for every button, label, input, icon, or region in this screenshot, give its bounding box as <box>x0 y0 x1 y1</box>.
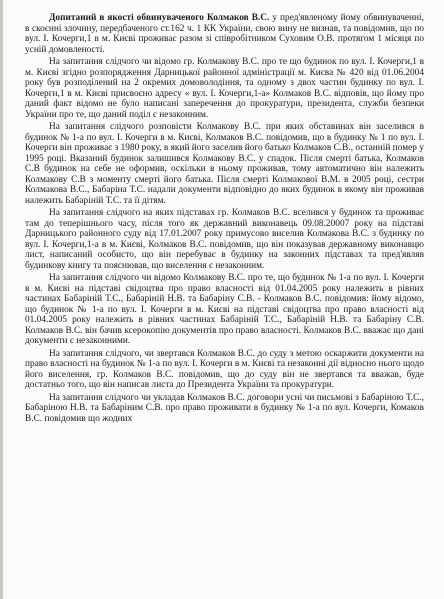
paragraph-1-text: у пред'явленому йому обвинуваченні, в скоєнні злочину, передбаченого ст.162 ч. 1 КК України, свою вину не визнав, та повідомив, що по вул. І. Кочерги,1 в м. Києві проживає разом зі співробітником Суховим О.В. протягом 1 місяця по усній домовленості. <box>25 13 424 55</box>
paragraph-5: На запитання слідчого чи відомо Колмакову В.С. про те, що будинок № 1-а по вул. І. Кочерги в м. Києві на підставі свідоцтва про право власності від 01.04.2005 року належить в рівних частинах Бабаріній Т.С., Бабаріній Н.В. та Бабаріну С.В. - Колмаков В.С. повідомив: йому відомо, що будинок № 1-а по вул. І. Кочерги в м. Києві на підставі свідоцтва про право власності від 01.04.2005 року належить в рівних частинах Бабаріній Т.С., Бабаріній Н.В. та Бабаріну С.В. Колмаков В.С. він бачив ксерокопію документів про право власності. Колмаков В.С. вважає що дані документи є незаконними. <box>25 273 424 346</box>
paragraph-1 <box>25 13 424 55</box>
paragraph-2: На запитання слідчого чи відомо гр. Колмакову В.С. про те що будинок по вул. І. Кочерги,1 в м. Києві згідно розпорядження Дарницької районної адміністрації м. Києва № 420 від 01.06.2004 року був розподілений на 2 окремих домоволодіння, та одному з двох частин будинку по вул. І. Кочерги,1 в м. Києві присвоєно адресу « вул. І. Кочерги,1-а» Колмаков В.С. відповів, що йому про даний факт відомо не було написані заперечення до прокуратури, президента, служби безпеки України про те, що даний поділ є незаконним. <box>25 57 424 120</box>
paragraph-6: На запитання слідчого, чи звертався Колмаков В.С. до суду з метою оскаржити документи на право власності на будинок № 1-а по вул. І. Кочерги в м. Києві та незаконні дії відносно нього щодо його виселення, гр. Колмаков В.С. повідомив, що до суду він не звертався та вважав, буде достатньо того, що він написав листа до Президента України та прокуратури. <box>25 348 424 390</box>
paragraph-3: На запитання слідчого розповісти Колмакову В.С. при яких обставинах він заселився в будинок № 1-а по вул. І. Кочерги в м. Києві, Колмаков В.С. повідомив, що в будинку № 1 по вул. І. Кочерги він проживає з 1980 року, в який його заселив його батько Колмаков С.В., останній помер у 1995 році. Вказаний будинок залишився Колмакову В.С. у спадок. Після смерті батька, Колмаков С.В будинок на себе не оформив, оскільки в ньому проживав, тому автоматично він належить Колмакову С.В з моменту смерті його батька. Після смерті Колмакової В.М. в 2005 році, сестри Колмакова В.С., Бабаріна Т.С. надали документи відповідно до яких будинок в якому він проживав належить Бабаріній Т.С. та її дітям. <box>25 122 424 206</box>
paragraph-4: На запитання слідчого на яких підставах гр. Колмаков В.С. вселився у будинок та проживає там до теперішнього часу, після того як державний виконавець 09.08.20007 року на підставі Дарницького районного суду від 17.01.2007 року примусово виселив Колмакова В.С. з будинку по вул. І. Кочерги,1-а в м. Києві, Колмаков В.С. повідомив, що він показував державному виконавцю лист, написаний особисто, що він перебуває в будинку на законних підставах та пред'являв будинкову книгу та пояснював, що виселення є незаконним. <box>25 208 424 271</box>
paragraph-1-lead: Допитаний в якості обвинуваченого Колмаков В.С. <box>49 13 270 23</box>
paragraph-7: На запитання слідчого чи укладав Колмаков В.С. договори усні чи письмові з Бабаріною Т.С., Бабаріною Н.В. та Бабаріним С.В. про право проживати в будинку № 1-а по вул. Кочерги, Комаков В.С. повідомив що жодних <box>25 392 424 424</box>
